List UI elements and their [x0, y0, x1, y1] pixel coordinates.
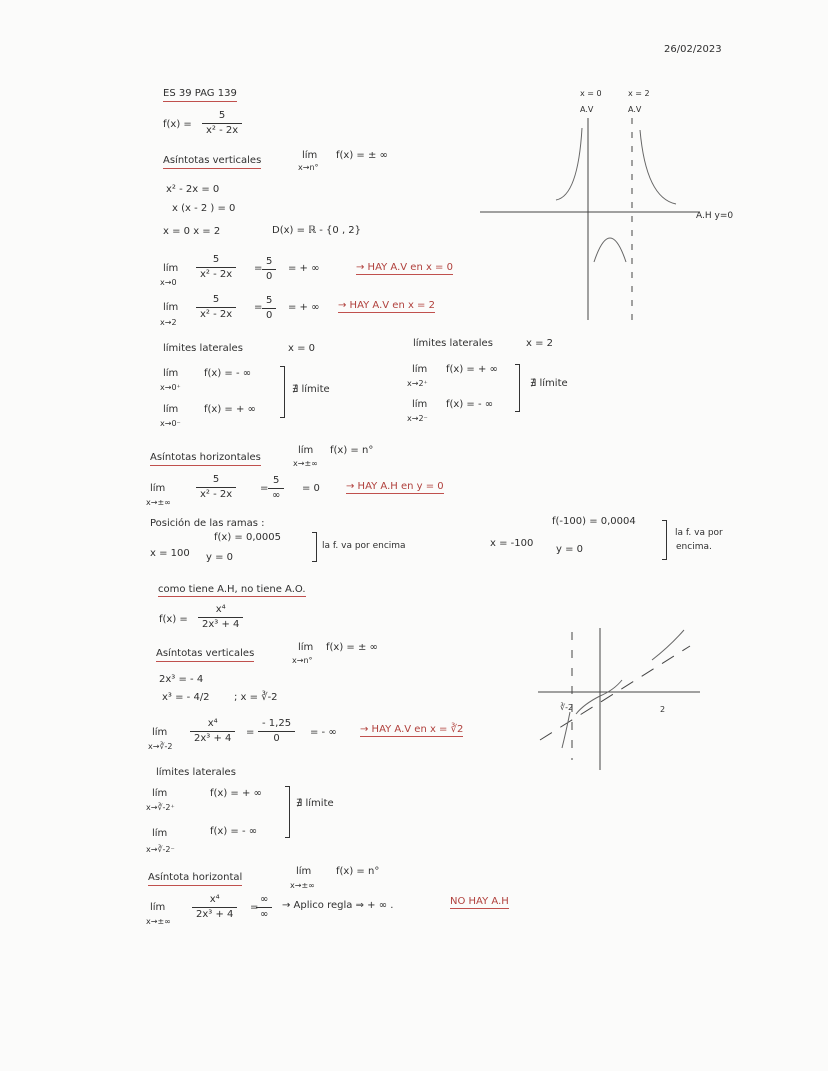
function2-denominator: 2x³ + 4: [202, 619, 240, 630]
branch-right-f: f(x) = 0,0005: [214, 532, 281, 543]
ex2-ah-calc-equals: =: [250, 902, 259, 913]
ah-conclusion-text: → HAY A.H en y = 0: [346, 481, 444, 492]
lim1-num: 5: [196, 254, 236, 268]
lat0-l1-sub: x→0⁺: [160, 383, 181, 392]
lat2-l1-sub: x→2⁺: [407, 379, 428, 388]
lat0-l2-sub: x→0⁻: [160, 419, 181, 428]
branch-left-f: f(-100) = 0,0004: [552, 516, 636, 527]
ex2-lim-conclusion-text: → HAY A.V en x = ∛2: [360, 724, 464, 735]
graph2-curve-left: [562, 712, 570, 748]
av-limit-rhs: f(x) = ± ∞: [336, 150, 388, 161]
ah-calc-word: lím: [150, 483, 166, 494]
oblique-note-text: como tiene A.H, no tiene A.O.: [158, 584, 306, 595]
lim2-sub: x→2: [160, 318, 177, 327]
ex2-lim-mid-num: - 1,25: [258, 718, 295, 732]
lim2-equals: =: [254, 302, 263, 313]
domain: D(x) = ℝ - {0 , 2}: [272, 225, 362, 236]
ex2-ah-calc-num: x⁴: [192, 894, 237, 908]
ex2-lim-word: lím: [152, 727, 168, 738]
graph2-tick-label: 2: [660, 705, 666, 714]
branch-left-x: x = -100: [490, 538, 534, 549]
function-label: f(x) =: [163, 119, 192, 130]
ah-calc-rhs: = 0: [302, 483, 320, 494]
ex2-equation-1: 2x³ = - 4: [159, 674, 204, 685]
ah-calc-mid-num: 5: [268, 475, 284, 489]
lat2-l2-sub: x→2⁻: [407, 414, 428, 423]
equation-1: x² - 2x = 0: [166, 184, 220, 195]
branch-left-y: y = 0: [556, 544, 584, 555]
ex2-ah-limit-rhs: f(x) = n°: [336, 866, 380, 877]
horizontal-asymptotes-heading: Asíntotas horizontales: [150, 452, 261, 466]
branch-right-x: x = 100: [150, 548, 190, 559]
ex2-ah-conclusion-text: NO HAY A.H: [450, 896, 509, 907]
ex2-lim-sub: x→∛-2: [148, 742, 173, 751]
function2-label: f(x) =: [159, 614, 188, 625]
ex2-equation-2b: ; x = ∛-2: [234, 692, 278, 703]
ex2-lim-equals: =: [246, 727, 255, 738]
ex2-lat-l2-rhs: f(x) = - ∞: [210, 826, 258, 837]
lateral-0-x: x = 0: [288, 343, 316, 354]
lat0-l1-rhs: f(x) = - ∞: [204, 368, 252, 379]
lim2-word: lím: [163, 302, 179, 313]
lim1-mid-den: 0: [266, 271, 273, 282]
ex2-lat-l2-word: lím: [152, 828, 168, 839]
lat2-l2-word: lím: [412, 399, 428, 410]
graph2-curve-middle: [576, 680, 622, 714]
lim2-mid-num: 5: [262, 295, 276, 309]
lim1-word: lím: [163, 263, 179, 274]
ah-limit-rhs: f(x) = n°: [330, 445, 374, 456]
ah-calc-den: x² - 2x: [200, 489, 233, 500]
ex2-ah-calc-mid-den: ∞: [260, 909, 269, 920]
graph1-ah-label: A.H y=0: [696, 211, 734, 221]
branch-left-note-1: la f. va por: [675, 528, 723, 538]
lim2-mid-den: 0: [266, 310, 273, 321]
branch-left-note-2: encima.: [676, 542, 712, 552]
lim1-conclusion-text: → HAY A.V en x = 0: [356, 262, 453, 273]
graph1-x2-label: x = 2: [628, 89, 650, 98]
lim1-rhs: = + ∞: [288, 263, 320, 274]
ex2-ah-calc-den: 2x³ + 4: [196, 909, 234, 920]
ah-calc-sub: x→±∞: [146, 498, 171, 507]
lat2-l1-word: lím: [412, 364, 428, 375]
ah-calc-mid-den: ∞: [272, 490, 281, 501]
lim2-den: x² - 2x: [200, 309, 233, 320]
ex2-lat-l1-rhs: f(x) = + ∞: [210, 788, 262, 799]
date-label: 26/02/2023: [664, 44, 722, 55]
ex2-av-limit-rhs: f(x) = ± ∞: [326, 642, 378, 653]
ex2-lat-l1-sub: x→∛-2⁺: [146, 803, 175, 812]
exercise-title: ES 39 PAG 139: [163, 88, 237, 102]
ex2-lat-no-limit: ∄ límite: [296, 798, 334, 809]
ex2-ah-calc-mid-num: ∞: [256, 894, 272, 908]
lat0-l2-rhs: f(x) = + ∞: [204, 404, 256, 415]
lim1-sub: x→0: [160, 278, 177, 287]
lim2-rhs: = + ∞: [288, 302, 320, 313]
graph1-x2-av-label: A.V: [628, 105, 642, 114]
equation-3: x = 0 x = 2: [163, 226, 221, 237]
ex2-lateral-heading: límites laterales: [156, 767, 236, 778]
graph2-oblique-line: [540, 646, 690, 740]
graph2-curve-right: [652, 630, 684, 660]
lateral-2-x: x = 2: [526, 338, 554, 349]
ex2-lim-rhs: = - ∞: [310, 727, 337, 738]
ex2-ah-limit-word: lím: [296, 866, 312, 877]
ah-limit-word: lím: [298, 445, 314, 456]
ex2-ah-limit-sub: x→±∞: [290, 881, 315, 890]
equation-2: x (x - 2 ) = 0: [172, 203, 236, 214]
graph1-x0-label: x = 0: [580, 89, 602, 98]
lat2-l1-rhs: f(x) = + ∞: [446, 364, 498, 375]
av-limit-sub: x→n°: [298, 163, 319, 172]
lat0-l2-word: lím: [163, 404, 179, 415]
ex2-lat-l2-sub: x→∛-2⁻: [146, 845, 175, 854]
lim2-conclusion-text: → HAY A.V en x = 2: [338, 300, 435, 311]
ex2-ah-calc-sub: x→±∞: [146, 917, 171, 926]
lim2-num: 5: [196, 294, 236, 308]
graph2-asymptote-label: ∛-2: [560, 703, 574, 712]
ex2-vertical-asymptotes-heading: Asíntotas verticales: [156, 648, 254, 662]
lim1-den: x² - 2x: [200, 269, 233, 280]
ex2-lim-num: x⁴: [190, 718, 235, 732]
ex2-lim-den: 2x³ + 4: [194, 733, 232, 744]
function2-numerator: x⁴: [198, 604, 243, 618]
lat2-no-limit: ∄ límite: [530, 378, 568, 389]
lat2-l2-rhs: f(x) = - ∞: [446, 399, 494, 410]
av-limit-word: lím: [302, 150, 318, 161]
ah-calc-num: 5: [196, 474, 236, 488]
ah-calc-equals: =: [260, 483, 269, 494]
lateral-0-heading: límites laterales: [163, 343, 243, 354]
lat0-l1-word: lím: [163, 368, 179, 379]
graph1-x0-av-label: A.V: [580, 105, 594, 114]
branches-heading: Posición de las ramas :: [150, 518, 265, 529]
ex2-av-limit-word: lím: [298, 642, 314, 653]
lateral-2-heading: límites laterales: [413, 338, 493, 349]
ex2-horizontal-asymptote-heading: Asíntota horizontal: [148, 872, 242, 886]
lim1-equals: =: [254, 263, 263, 274]
branch-right-note: la f. va por encima: [322, 541, 406, 551]
ex2-ah-calc-rhs: → Aplico regla ⇒ + ∞ .: [282, 900, 394, 911]
function-denominator: x² - 2x: [206, 125, 239, 136]
ex2-ah-calc-word: lím: [150, 902, 166, 913]
branch-right-y: y = 0: [206, 552, 234, 563]
ex2-equation-2: x³ = - 4/2: [162, 692, 210, 703]
ex2-lim-mid-den: 0: [273, 733, 280, 744]
vertical-asymptotes-heading: Asíntotas verticales: [163, 155, 261, 169]
ex2-av-limit-sub: x→n°: [292, 656, 313, 665]
lat0-no-limit: ∄ límite: [292, 384, 330, 395]
function-numerator: 5: [202, 110, 242, 124]
ah-limit-sub: x→±∞: [293, 459, 318, 468]
lim1-mid-num: 5: [262, 256, 276, 270]
ex2-lat-l1-word: lím: [152, 788, 168, 799]
